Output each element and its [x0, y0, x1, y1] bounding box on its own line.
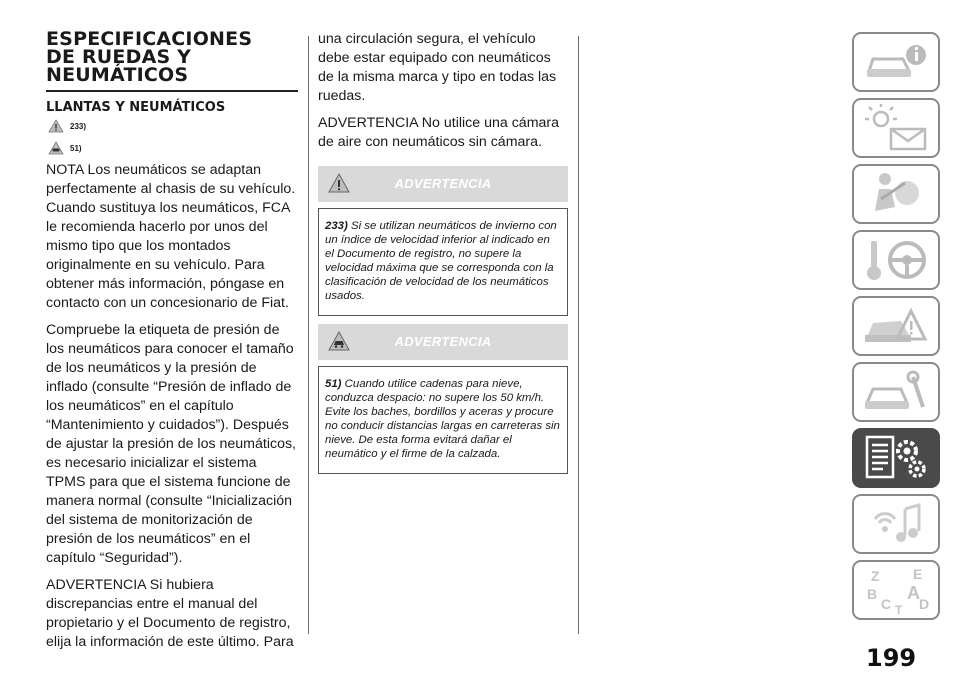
warning-heading: ADVERTENCIA	[394, 334, 492, 349]
title-line-1: ESPECIFICACIONES	[46, 28, 253, 50]
warning-triangle-icon	[48, 119, 64, 133]
tab-service[interactable]	[852, 362, 940, 422]
paragraph-continuation: una circulación segura, el vehículo debe estar equipado con neumáticos de la misma marca y tipo en todas las ruedas.	[318, 31, 557, 104]
index-letters-icon	[861, 565, 931, 615]
title-line-2: DE RUEDAS Y	[46, 46, 192, 68]
section-title	[46, 30, 298, 92]
index-letter-z: Z	[871, 568, 880, 584]
index-letter-a: A	[907, 583, 920, 603]
tab-lights-messages[interactable]	[852, 98, 940, 158]
seat-airbag-icon	[861, 169, 931, 219]
media-music-icon	[861, 499, 931, 549]
specs-gears-icon	[861, 433, 931, 483]
column-divider	[578, 36, 579, 634]
car-info-icon	[861, 37, 931, 87]
tab-multimedia[interactable]	[852, 494, 940, 554]
paragraph-etiqueta: Compruebe la etiqueta de presión de los neumáticos para conocer el tamaño de los neumáticos y la presión de inflado (consulte “Presión de inflado de los neumáticos” en el capítulo “Mantenimiento y cuidados”). Después de ajustar la presión de los neumáticos, es necesario inicializar el sistema TPMS para que el sistema funcione de manera normal (consulte “Inicialización del sistema de monitorización de presión de los neumáticos” en el capítulo “Seguridad”).	[46, 322, 296, 566]
paragraph-advertencia: ADVERTENCIA Si hubiera discrepancias entre el manual del propietario y el Documento de registro, elija la información de este último. Para	[46, 577, 294, 650]
warning-heading: ADVERTENCIA	[394, 176, 492, 191]
warning-header-1	[318, 166, 568, 202]
car-warning-icon	[48, 141, 64, 155]
tab-start-drive[interactable]	[852, 230, 940, 290]
key-steering-wheel-icon	[861, 235, 931, 285]
column-divider	[308, 36, 309, 634]
tab-safety[interactable]	[852, 164, 940, 224]
car-service-icon	[861, 367, 931, 417]
index-letter-c: C	[881, 596, 892, 612]
ref-label: 233)	[70, 121, 87, 131]
warning-header-2	[318, 324, 568, 360]
ref-warning-51[interactable]	[48, 141, 298, 155]
lights-envelope-icon	[861, 103, 931, 153]
warning-ref: 51)	[325, 378, 342, 390]
warning-body-2	[318, 366, 568, 474]
index-letter-d: D	[919, 596, 930, 612]
title-line-3: NEUMÁTICOS	[46, 64, 189, 86]
warning-text: Cuando utilice cadenas para nieve, conduzca despacio: no supere los 50 km/h. Evite los baches, bordillos y aceras y procure no conducir distancias largas en carreteras sin nieve. De esta forma evitará dañar el neumático y el firme de la calzada.	[325, 378, 560, 460]
car-breakdown-icon	[861, 301, 931, 351]
ref-label: 51)	[70, 143, 82, 153]
paragraph-nota: NOTA Los neumáticos se adaptan perfectamente al chasis de su vehículo. Cuando sustituya los neumáticos, FCA le recomienda hacerlo por unos del mismo tipo que los montados originalmente en su vehículo. Para obtener más información, póngase en contacto con un concesionario de Fiat.	[46, 162, 296, 311]
left-column	[46, 30, 298, 660]
tab-car-info[interactable]	[852, 32, 940, 92]
warning-text: Si se utilizan neumáticos de invierno con un índice de velocidad inferior al indicado en el Documento de registro, no supere la velocidad máxima que se corresponda con la clasificación de velocidad de los neumáticos usados.	[325, 220, 557, 302]
ref-warning-233[interactable]	[48, 119, 298, 133]
warning-ref: 233)	[325, 220, 348, 232]
tab-index[interactable]	[852, 560, 940, 620]
section-subtitle: LLANTAS Y NEUMÁTICOS	[46, 100, 226, 115]
tab-emergency[interactable]	[852, 296, 940, 356]
paragraph-camara: ADVERTENCIA No utilice una cámara de aire con neumáticos sin cámara.	[318, 115, 560, 150]
index-letter-b: B	[867, 586, 878, 602]
index-letter-t: T	[895, 603, 903, 615]
tab-technical-specs[interactable]	[852, 428, 940, 488]
right-column	[318, 30, 568, 474]
warning-body-1	[318, 208, 568, 316]
index-letter-e: E	[913, 566, 923, 582]
page-number: 199	[866, 644, 917, 672]
